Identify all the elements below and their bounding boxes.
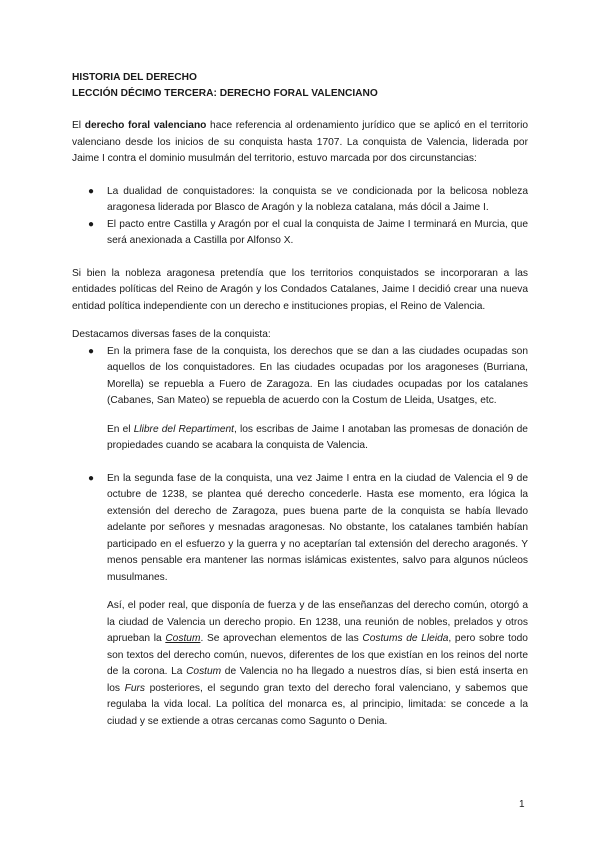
costum-text-4: de Valencia no ha llegado a nuestros días, si bien está inserta en los <box>107 666 528 694</box>
repartiment-title: Llibre del Repartiment <box>133 423 234 435</box>
intro-paragraph <box>72 118 528 168</box>
costum-title-underlined: Costum <box>165 633 201 644</box>
list-item <box>72 184 528 217</box>
course-title: HISTORIA DEL DERECHO <box>72 72 197 83</box>
phase1-text: En la primera fase de la conquista, los derechos que se dan a las ciudades ocupadas son aquellos de los conquistadores. En las ciudades ocupadas por los aragoneses (Burriana, Morella) se repuebla a Fuero de Zaragoza. En las ciudades ocupadas por los catalanes (Cabanes, San Mateo) se repuebla de acuerdo con la Costum de Lleida, Usatges, etc. <box>107 345 528 406</box>
bullet-icon: ● <box>88 185 95 197</box>
repartiment-paragraph <box>72 422 528 455</box>
costum-title: Costum <box>186 666 222 677</box>
phase2-text: En la segunda fase de la conquista, una vez Jaime I entra en la ciudad de Valencia el 9 de octubre de 1238, se plantea qué derecho concederle. Hasta ese momento, era lógica la extensión del derecho de Zaragoza, pues buena parte de la conquista se había llevado adelante por señores y mesnadas aragonesas. No obstante, los catalanes también habían participado en el esfuerzo y la guerra y no aceptarían tal extensión del derecho aragonés. Y menos pensable era mantener las normas islámicas existentes, salvo para algunos núcleos musulmanes. <box>107 472 528 583</box>
page-number: 1 <box>519 799 525 810</box>
list-item-text: La dualidad de conquistadores: la conquista se ve condicionada por la belicosa nobleza aragonesa liderada por Blasco de Aragón y la nobleza catalana, más dócil a Jaime I. <box>107 185 528 213</box>
bullet-icon: ● <box>88 472 95 484</box>
list-item <box>72 217 528 250</box>
bullet-icon: ● <box>88 345 95 357</box>
repartiment-text-2: , los escribas de Jaime I anotaban las promesas de donación de propiedades cuando se acabara la conquista de Valencia. <box>107 423 528 451</box>
intro-text-1: El <box>72 120 85 131</box>
intro-bold-term: derecho foral valenciano <box>84 120 207 131</box>
lesson-title: LECCIÓN DÉCIMO TERCERA: DERECHO FORAL VALENCIANO <box>72 88 378 99</box>
furs-title: Furs <box>124 682 145 694</box>
phases-list-2 <box>72 471 528 587</box>
list-item-text: El pacto entre Castilla y Aragón por el cual la conquista de Jaime I terminará en Murcia, que será anexionada a Castilla por Alfonso X. <box>107 218 528 246</box>
intro-text-2: hace referencia al ordenamiento jurídico que se aplicó en el territorio valenciano desde los inicios de su conquista hasta 1707. La conquista de Valencia, liderada por Jaime I contra el dominio musulmán del territorio, estuvo marcada por dos circunstancias: <box>72 120 528 164</box>
costum-text-2: . Se aprovechan elementos de las <box>200 633 363 644</box>
list-item <box>72 471 528 587</box>
costum-text-3: , pero sobre todo son textos del derecho común, nuevos, diferentes de los que existían en los reinos del norte de la corona. La <box>107 633 528 677</box>
paragraph-reino: Si bien la nobleza aragonesa pretendía que los territorios conquistados se incorporaran a las entidades políticas del Reino de Aragón y los Condados Catalanes, Jaime I decidió crear una nueva entidad política independiente con un derecho e instituciones propias, el Reino de Valencia. <box>72 267 528 312</box>
phases-list <box>72 344 528 410</box>
costum-paragraph <box>72 598 528 730</box>
circumstances-list <box>72 184 528 250</box>
phases-intro: Destacamos diversas fases de la conquista: <box>72 329 271 340</box>
bullet-icon: ● <box>88 218 95 230</box>
costum-text-5: posteriores, el segundo gran texto del derecho foral valenciano, y sabemos que regulaba la vida local. La política del monarca es, al principio, limitada: se concede a la ciudad y se extiende a otras cercanas como Sagunto o Denia. <box>107 682 528 727</box>
repartiment-text-1: En el <box>107 423 134 435</box>
costum-text-1: Así, el poder real, que disponía de fuerza y de las enseñanzas del derecho común, otorgó a la ciudad de Valencia un derecho propio. En 1238, una reunión de nobles, prelados y otros aprueban la <box>107 600 528 644</box>
document-page <box>72 70 528 730</box>
list-item <box>72 344 528 410</box>
costums-lleida-title: Costums de Lleida <box>362 633 449 644</box>
